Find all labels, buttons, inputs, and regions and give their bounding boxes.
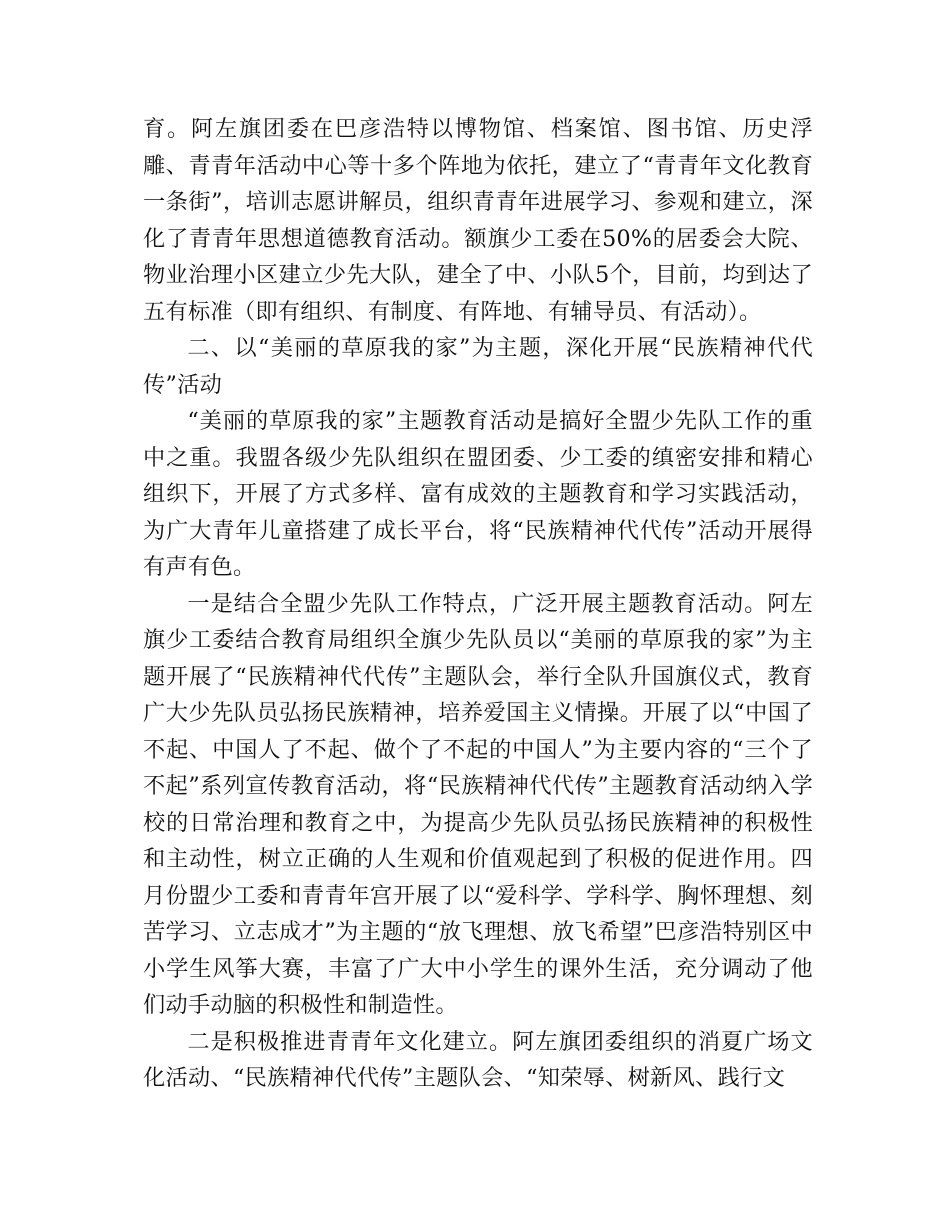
section-heading: 二、以“美丽的草原我的家”为主题，深化开展“民族精神代代传”活动 — [143, 335, 813, 398]
paragraph-continuation: 育。阿左旗团委在巴彦浩特以博物馆、档案馆、图书馆、历史浮雕、青青年活动中心等十多个阵地为依托，建立了“青青年文化教育一条街”，培训志愿讲解员，组织青青年进展学习、参观和建立，深化了青青年思想道德教育活动。额旗少工委在50%的居委会大院、物业治理小区建立少先大队，建全了中、小队5个，目前，均到达了五有标准（即有组织、有制度、有阵地、有辅导员、有活动）。 — [143, 116, 813, 325]
document-page — [143, 111, 813, 1097]
paragraph-point-one: 一是结合全盟少先队工作特点，广泛开展主题教育活动。阿左旗少工委结合教育局组织全旗少先队员以“美丽的草原我的家”为主题开展了“民族精神代代传”主题队会，举行全队升国旗仪式，教育广大少先队员弘扬民族精神，培养爱国主义情操。开展了以“中国了不起、中国人了不起、做个了不起的中国人”为主要内容的“三个了不起”系列宣传教育活动，将“民族精神代代传”主题教育活动纳入学校的日常治理和教育之中，为提高少先队员弘扬民族精神的积极性和主动性，树立正确的人生观和价值观起到了积极的促进作用。四月份盟少工委和青青年宫开展了以“爱科学、学科学、胸怀理想、刻苦学习、立志成才”为主题的“放飞理想、放飞希望”巴彦浩特别区中小学生风筝大赛，丰富了广大中小学生的课外生活，充分调动了他们动手动脑的积极性和制造性。 — [143, 590, 813, 1018]
paragraph-point-two: 二是积极推进青青年文化建立。阿左旗团委组织的消夏广场文化活动、“民族精神代代传”主题队会、“知荣辱、树新风、践行文 — [143, 1028, 813, 1091]
paragraph-intro: “美丽的草原我的家”主题教育活动是搞好全盟少先队工作的重中之重。我盟各级少先队组织在盟团委、少工委的缜密安排和精心组织下，开展了方式多样、富有成效的主题教育和学习实践活动，为广大青年儿童搭建了成长平台，将“民族精神代代传”活动开展得有声有色。 — [143, 408, 813, 580]
